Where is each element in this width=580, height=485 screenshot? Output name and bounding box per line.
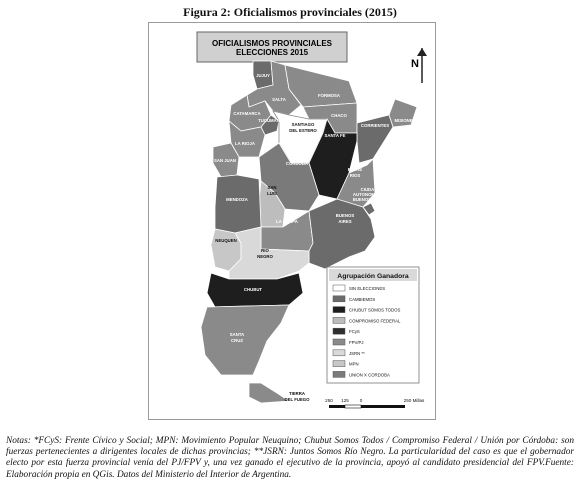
- label-santa-cruz-line2: CRUZ: [231, 338, 243, 343]
- legend-swatch: [333, 307, 345, 313]
- label-tucuman: TUCUMAN: [258, 118, 280, 123]
- scale-tick-4: 250 Millas: [403, 398, 425, 403]
- label-cordoba: CORDOBA: [285, 161, 309, 166]
- label-tdf-line1: TIERRA: [289, 391, 305, 396]
- label-buenos-aires-line2: AIRES: [338, 219, 352, 224]
- label-chaco: CHACO: [331, 113, 347, 118]
- label-santa-cruz-line1: SANTA: [229, 332, 245, 337]
- label-entre-rios-line1: ENTRE: [347, 167, 363, 172]
- label-la-pampa: LA PAMPA: [276, 219, 298, 224]
- label-caba-line1: CIUDAD: [360, 187, 378, 192]
- label-san-juan: SAN JUAN: [214, 158, 236, 163]
- province-tierra-del-fuego: [249, 383, 289, 403]
- legend-swatch: [333, 361, 345, 367]
- label-neuquen: NEUQUEN: [215, 238, 237, 243]
- legend-item-label: FCyS: [349, 329, 360, 335]
- label-san-luis-line1: SAN: [267, 185, 277, 190]
- legend-item-label: SIN ELECCIONES: [349, 286, 386, 291]
- label-la-rioja: LA RIOJA: [235, 141, 255, 146]
- label-santiago-line2: DEL ESTERO: [289, 128, 317, 133]
- label-santa-fe: SANTA FE: [324, 133, 346, 138]
- label-caba-line3: BUENOS AIRES: [352, 197, 386, 202]
- label-entre-rios-line2: RIOS: [349, 173, 361, 178]
- map-banner-line2: ELECCIONES 2015: [235, 48, 309, 57]
- legend-title: Agrupación Ganadora: [337, 273, 409, 280]
- label-mendoza: MENDOZA: [226, 197, 248, 202]
- legend-swatch: [333, 328, 345, 334]
- map-frame: [148, 22, 436, 420]
- map-banner-line1: OFICIALISMOS PROVINCIALES: [211, 39, 333, 48]
- label-santiago-line1: SANTIAGO: [291, 122, 315, 127]
- legend-swatch: [333, 296, 345, 302]
- legend-item-label: JSRN **: [349, 350, 365, 356]
- label-rio-negro-line1: RIO: [261, 248, 269, 253]
- label-caba-line2: AUTONOMA DE: [352, 192, 386, 197]
- legend-item-label: COMPROMISO FEDERAL: [349, 318, 401, 324]
- figure-notes: [6, 436, 574, 481]
- label-tdf-line2: DEL FUEGO: [284, 397, 310, 402]
- legend-item-label: MPN: [349, 361, 359, 367]
- scale-tick-3: 0: [359, 398, 363, 403]
- province-mendoza: [215, 175, 261, 233]
- legend-item-label: CHUBUT SOMOS TODOS: [349, 307, 401, 313]
- label-formosa: FORMOSA: [318, 93, 340, 98]
- legend-item-label: CAMBIEMOS: [349, 296, 376, 302]
- label-buenos-aires-line1: BUENOS: [335, 213, 355, 218]
- legend-item-label: UNION X CORDOBA: [349, 372, 390, 378]
- legend-swatch: [333, 339, 345, 345]
- scale-tick-2: 125: [341, 398, 349, 403]
- label-misiones: MISIONES: [394, 118, 416, 123]
- scale-bar: [325, 398, 425, 408]
- label-corrientes: CORRIENTES: [360, 123, 390, 128]
- legend-swatch: [333, 371, 345, 377]
- legend-swatch: [333, 317, 345, 323]
- figure-title: Figura 2: Oficialismos provinciales (2015): [183, 5, 397, 19]
- argentina-map: [149, 23, 435, 419]
- label-salta: SALTA: [272, 97, 286, 102]
- label-catamarca: CATAMARCA: [233, 111, 261, 116]
- label-rio-negro-line2: NEGRO: [257, 254, 273, 259]
- legend-swatch: [333, 350, 345, 356]
- label-chubut: CHUBUT: [243, 287, 263, 292]
- label-san-luis-line2: LUIS: [267, 191, 277, 196]
- province-santa-cruz: [201, 305, 289, 375]
- scale-tick-1: 250: [325, 398, 333, 403]
- label-jujuy: JUJUY: [256, 73, 270, 78]
- map-legend: [327, 267, 419, 383]
- legend-item-label: FPV/PJ: [349, 340, 364, 345]
- legend-swatch: [333, 285, 345, 291]
- north-label: N: [411, 58, 419, 70]
- notes-text: Notas: *FCyS: Frente Cívico y Social; MPN: Movimiento Popular Neuquino; Chubut Somos Todos / Compromiso Federal / Unión por Córdoba: son fuerzas pertenecientes a dirigentes locales de dichas provincias; **JSRN: Juntos Somos Río Negro. La particularidad del caso es que el gobernador electo por esta fuerza provincial venía del PJ/FPV y, una vez ganado el ejecutivo de la provincia, apoyó al candidato presidencial del FPV.Fuente: Elaboración propia en QGis. Datos del Ministerio del Interior de Argentina.: [6, 436, 574, 480]
- north-arrow-icon: [411, 48, 427, 83]
